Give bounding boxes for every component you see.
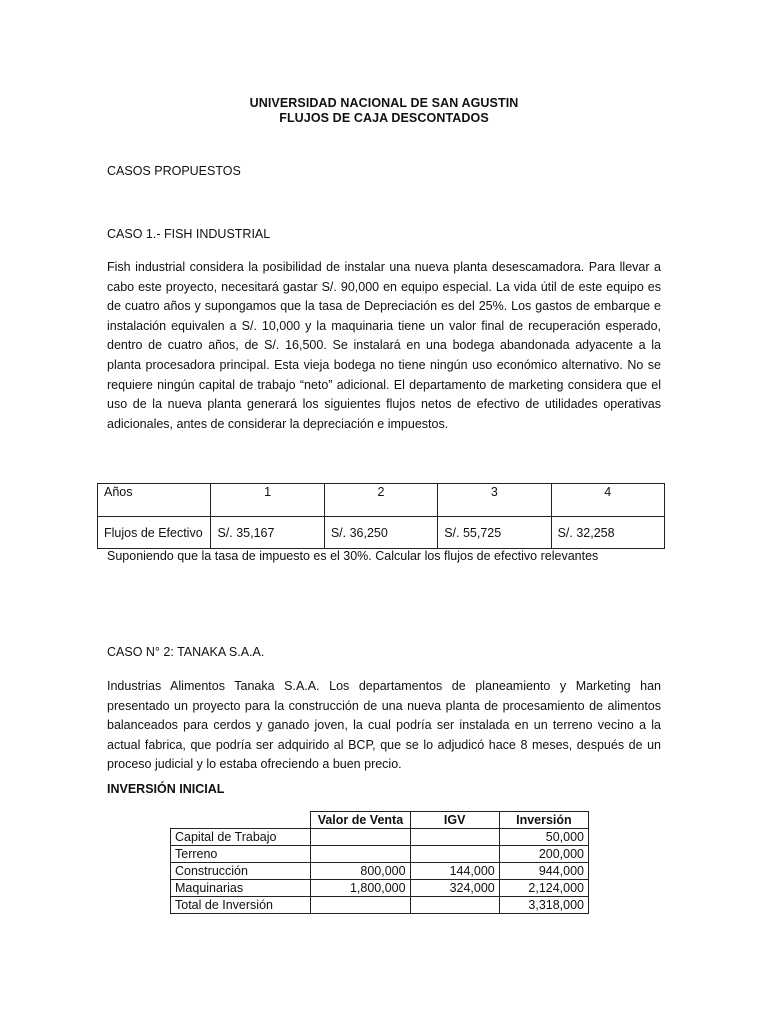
years-label: Años — [98, 484, 211, 517]
flow-cell: S/. 35,167 — [211, 517, 324, 549]
table-row — [171, 880, 589, 897]
table-cell — [410, 829, 499, 846]
investment-table — [170, 811, 589, 914]
case2-paragraph: Industrias Alimentos Tanaka S.A.A. Los departamentos de planeamiento y Marketing han presentado un proyecto para la construcción de una nueva planta de procesamiento de alimentos balanceados para cerdos y ganado joven, la cual podría ser instalada en un terreno vecino a la actual fabrica, que podría ser adquirido al BCP, que se lo adjudicó hace 8 meses, después de un proceso judicial y lo estaba ofreciendo a buen precio. — [107, 679, 661, 772]
case1-note: Suponiendo que la tasa de impuesto es el 30%. Calcular los flujos de efectivo relevantes — [107, 549, 599, 563]
table-cell — [410, 846, 499, 863]
table-row — [171, 829, 589, 846]
document-subject: FLUJOS DE CAJA DESCONTADOS — [279, 111, 489, 125]
flow-cell: S/. 55,725 — [438, 517, 551, 549]
case1-title: CASO 1.- FISH INDUSTRIAL — [107, 227, 271, 241]
table-cell: 800,000 — [311, 863, 410, 880]
table-cell: 200,000 — [499, 846, 588, 863]
case2-title: CASO N° 2: TANAKA S.A.A. — [107, 645, 265, 659]
header-cell: Valor de Venta — [311, 812, 410, 829]
flows-row — [98, 517, 665, 549]
year-cell: 2 — [324, 484, 437, 517]
year-cell: 4 — [551, 484, 664, 517]
row-label: Terreno — [171, 846, 311, 863]
table-cell: 50,000 — [499, 829, 588, 846]
table-cell — [311, 846, 410, 863]
section-title: CASOS PROPUESTOS — [107, 164, 241, 178]
row-label: Capital de Trabajo — [171, 829, 311, 846]
header-empty-cell — [171, 812, 311, 829]
table-cell — [311, 829, 410, 846]
cash-flow-table — [97, 483, 665, 549]
university-title: UNIVERSIDAD NACIONAL DE SAN AGUSTIN — [249, 96, 519, 110]
table-cell: 3,318,000 — [499, 897, 588, 914]
header-cell: IGV — [410, 812, 499, 829]
header-cell: Inversión — [499, 812, 588, 829]
table-cell — [311, 897, 410, 914]
year-cell: 1 — [211, 484, 324, 517]
table-row — [171, 897, 589, 914]
flow-cell: S/. 36,250 — [324, 517, 437, 549]
row-label: Construcción — [171, 863, 311, 880]
row-label: Total de Inversión — [171, 897, 311, 914]
table-cell — [410, 897, 499, 914]
table-row — [171, 846, 589, 863]
years-row — [98, 484, 665, 517]
table-cell: 144,000 — [410, 863, 499, 880]
year-cell: 3 — [438, 484, 551, 517]
table-cell: 2,124,000 — [499, 880, 588, 897]
flows-label: Flujos de Efectivo — [98, 517, 211, 549]
flow-cell: S/. 32,258 — [551, 517, 664, 549]
table-row — [171, 863, 589, 880]
table-cell: 324,000 — [410, 880, 499, 897]
investment-title: INVERSIÓN INICIAL — [107, 782, 225, 796]
investment-header-row — [171, 812, 589, 829]
table-cell: 1,800,000 — [311, 880, 410, 897]
table-cell: 944,000 — [499, 863, 588, 880]
case1-paragraph: Fish industrial considera la posibilidad de instalar una nueva planta desescamadora. Para llevar a cabo este proyecto, necesitará gastar S/. 90,000 en equipo especial. La vida útil de este equipo es de cuatro años y supongamos que la tasa de Depreciación es del 25%. Los gastos de embarque e instalación equivalen a S/. 10,000 y la maquinaria tiene un valor final de recuperación esperado, dentro de cuatro años, de S/. 16,500. Se instalará en una bodega abandonada adyacente a la planta procesadora principal. Esta vieja bodega no tiene ningún uso económico alternativo. No se requiere ningún capital de trabajo “neto” adicional. El departamento de marketing considera que el uso de la nueva planta generará los siguientes flujos netos de efectivo de utilidades operativas adicionales, antes de considerar la depreciación e impuestos. — [107, 260, 661, 431]
row-label: Maquinarias — [171, 880, 311, 897]
